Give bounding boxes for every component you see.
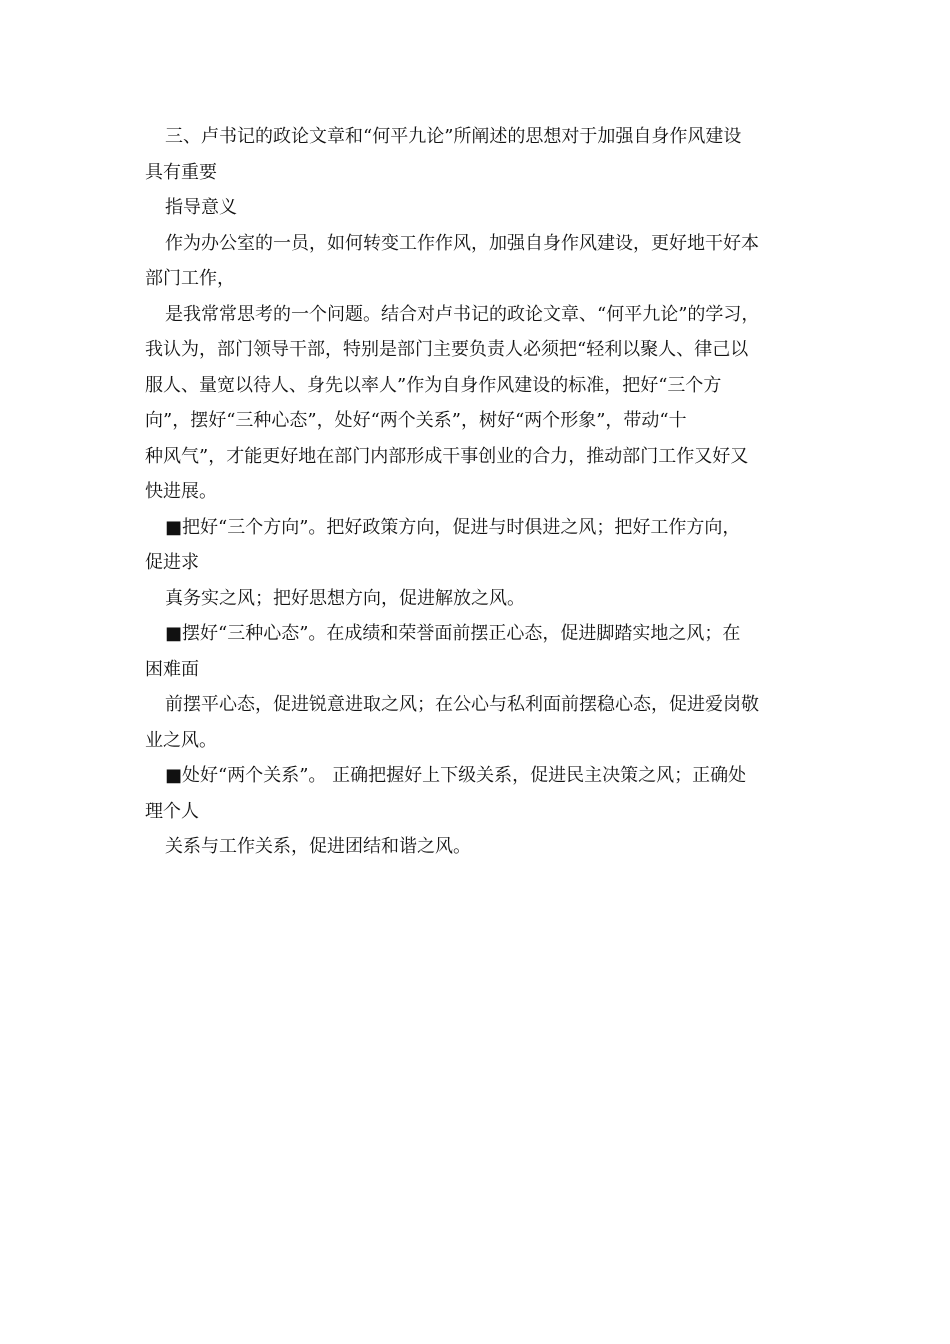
paragraph-line: 向”，摆好“三种心态”，处好“两个关系”，树好“两个形象”，带动“十 — [145, 410, 687, 431]
paragraph-line: 理个人 — [145, 800, 199, 822]
paragraph-line: ■摆好“三种心态”。在成绩和荣誉面前摆正心态，促进脚踏实地之风；在 — [165, 623, 741, 644]
paragraph-line: 真务实之风；把好思想方向，促进解放之风。 — [165, 587, 525, 609]
paragraph-line: 具有重要 — [145, 161, 217, 183]
paragraph-line: 种风气”，才能更好地在部门内部形成干事创业的合力，推动部门工作又好又 — [145, 445, 749, 467]
document-body — [145, 119, 810, 865]
paragraph-line: 关系与工作关系，促进团结和谐之风。 — [165, 836, 471, 857]
paragraph-line: 指导意义 — [165, 197, 237, 218]
paragraph-line: 前摆平心态，促进锐意进取之风；在公心与私利面前摆稳心态，促进爱岗敬 — [165, 694, 759, 715]
paragraph-line: 促进求 — [145, 552, 199, 573]
paragraph-line: 作为办公室的一员，如何转变工作作风，加强自身作风建设，更好地干好本 — [165, 232, 759, 254]
paragraph-line: 三、卢书记的政论文章和“何平九论”所阐述的思想对于加强自身作风建设 — [165, 126, 742, 147]
paragraph-line: ■把好“三个方向”。把好政策方向，促进与时俱进之风；把好工作方向， — [165, 516, 741, 538]
paragraph-line: 服人、量宽以待人、身先以率人”作为自身作风建设的标准，把好“三个方 — [145, 374, 722, 396]
paragraph-line: ■处好“两个关系”。 正确把握好上下级关系，促进民主决策之风；正确处 — [165, 765, 747, 786]
paragraph-line: 部门工作， — [145, 268, 235, 289]
paragraph-line: 快进展。 — [145, 481, 217, 502]
paragraph-line: 是我常常思考的一个问题。结合对卢书记的政论文章、“何平九论”的学习， — [165, 303, 760, 325]
paragraph-line: 困难面 — [145, 658, 199, 680]
paragraph-line: 我认为，部门领导干部，特别是部门主要负责人必须把“轻利以聚人、律己以 — [145, 339, 749, 360]
paragraph-line: 业之风。 — [145, 729, 217, 751]
